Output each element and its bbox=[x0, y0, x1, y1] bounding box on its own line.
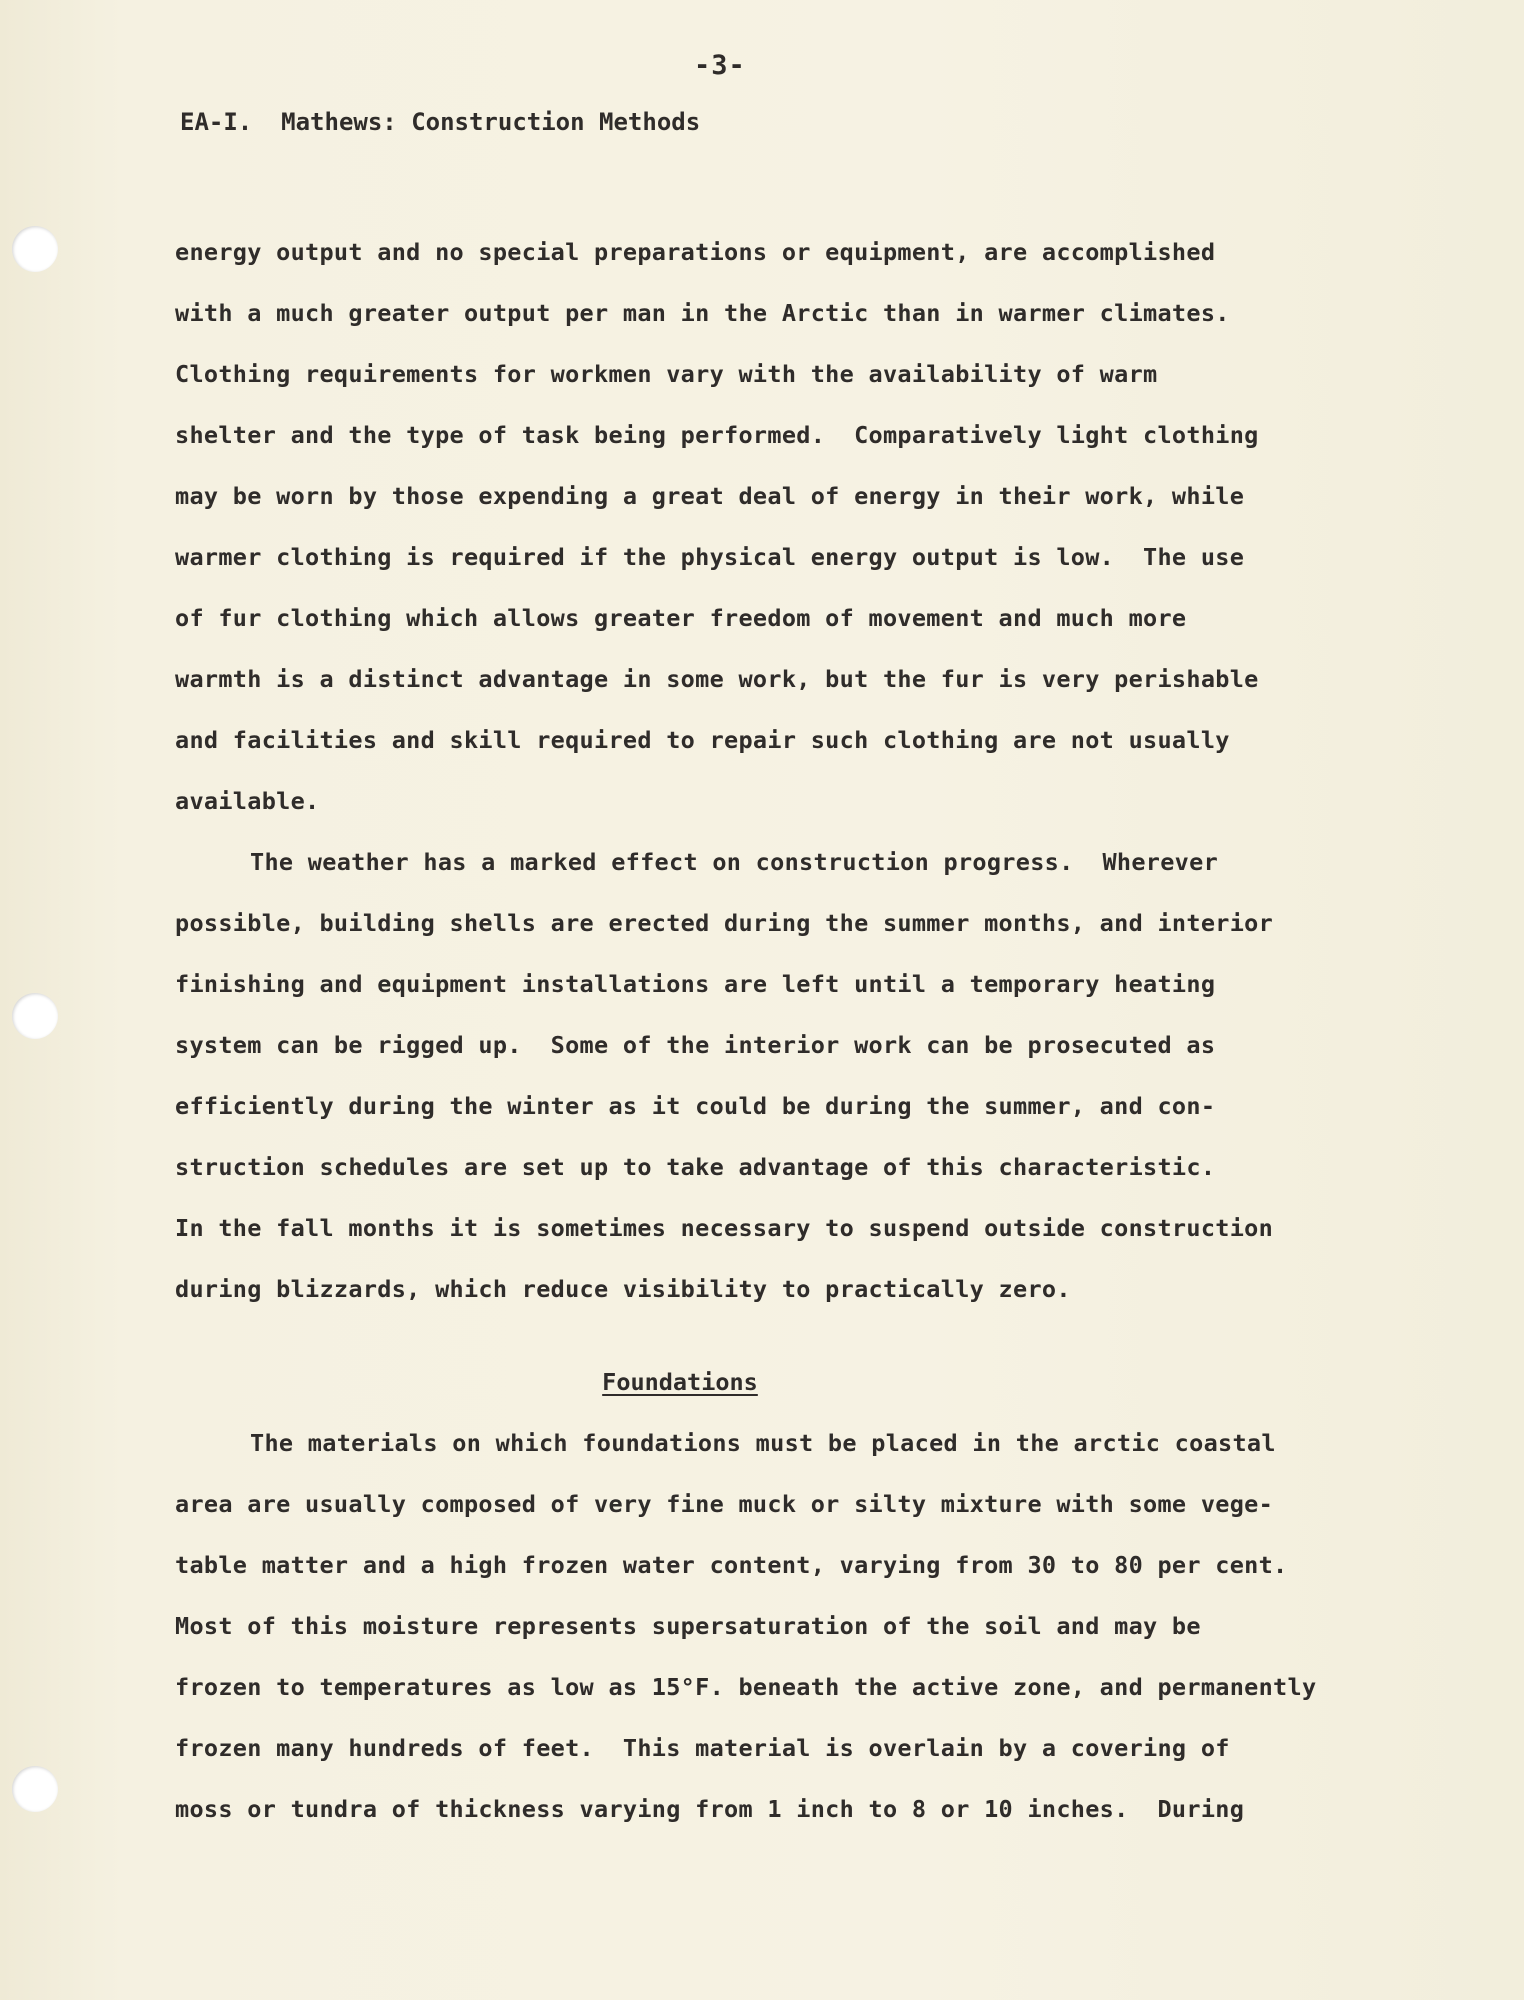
text-line: In the fall months it is sometimes necessary to suspend outside construction bbox=[175, 1214, 1274, 1242]
section-heading bbox=[175, 1352, 1185, 1413]
page-number: -3- bbox=[694, 50, 746, 81]
text-line: energy output and no special preparations or equipment, are accomplished bbox=[175, 238, 1216, 266]
text-line: The materials on which foundations must be placed in the arctic coastal bbox=[250, 1429, 1276, 1457]
text-line: frozen to temperatures as low as 15°F. beneath the active zone, and permanently bbox=[175, 1673, 1317, 1701]
text-line: efficiently during the winter as it could be during the summer, and con- bbox=[175, 1092, 1216, 1120]
text-line: warmer clothing is required if the physical energy output is low. The use bbox=[175, 543, 1245, 571]
text-line: area are usually composed of very fine muck or silty mixture with some vege- bbox=[175, 1490, 1274, 1518]
text-line: struction schedules are set up to take advantage of this characteristic. bbox=[175, 1153, 1216, 1181]
text-line: system can be rigged up. Some of the interior work can be prosecuted as bbox=[175, 1031, 1216, 1059]
text-line: moss or tundra of thickness varying from 1 inch to 8 or 10 inches. During bbox=[175, 1795, 1245, 1823]
punch-hole bbox=[12, 993, 58, 1039]
punch-hole bbox=[12, 1766, 58, 1812]
text-line: Clothing requirements for workmen vary with the availability of warm bbox=[175, 360, 1158, 388]
running-head: EA-I. Mathews: Construction Methods bbox=[180, 108, 701, 136]
text-line: available. bbox=[175, 787, 320, 815]
text-line: during blizzards, which reduce visibility to practically zero. bbox=[175, 1275, 1071, 1303]
text-line: and facilities and skill required to repair such clothing are not usually bbox=[175, 726, 1230, 754]
text-line: warmth is a distinct advantage in some work, but the fur is very perishable bbox=[175, 665, 1259, 693]
paragraph bbox=[175, 222, 1385, 832]
text-line: Most of this moisture represents supersaturation of the soil and may be bbox=[175, 1612, 1201, 1640]
paragraph bbox=[175, 832, 1385, 1320]
punch-hole bbox=[12, 226, 58, 272]
text-line: may be worn by those expending a great deal of energy in their work, while bbox=[175, 482, 1245, 510]
text-line: shelter and the type of task being performed. Comparatively light clothing bbox=[175, 421, 1259, 449]
text-line: The weather has a marked effect on construction progress. Wherever bbox=[250, 848, 1219, 876]
section-heading-text: Foundations bbox=[602, 1368, 758, 1396]
paragraph bbox=[175, 1413, 1385, 1840]
text-line: of fur clothing which allows greater freedom of movement and much more bbox=[175, 604, 1187, 632]
text-line: possible, building shells are erected during the summer months, and interior bbox=[175, 909, 1274, 937]
text-line: finishing and equipment installations are left until a temporary heating bbox=[175, 970, 1216, 998]
body-text bbox=[175, 222, 1385, 1840]
text-line: with a much greater output per man in the Arctic than in warmer climates. bbox=[175, 299, 1230, 327]
text-line: frozen many hundreds of feet. This material is overlain by a covering of bbox=[175, 1734, 1230, 1762]
text-line: table matter and a high frozen water content, varying from 30 to 80 per cent. bbox=[175, 1551, 1288, 1579]
